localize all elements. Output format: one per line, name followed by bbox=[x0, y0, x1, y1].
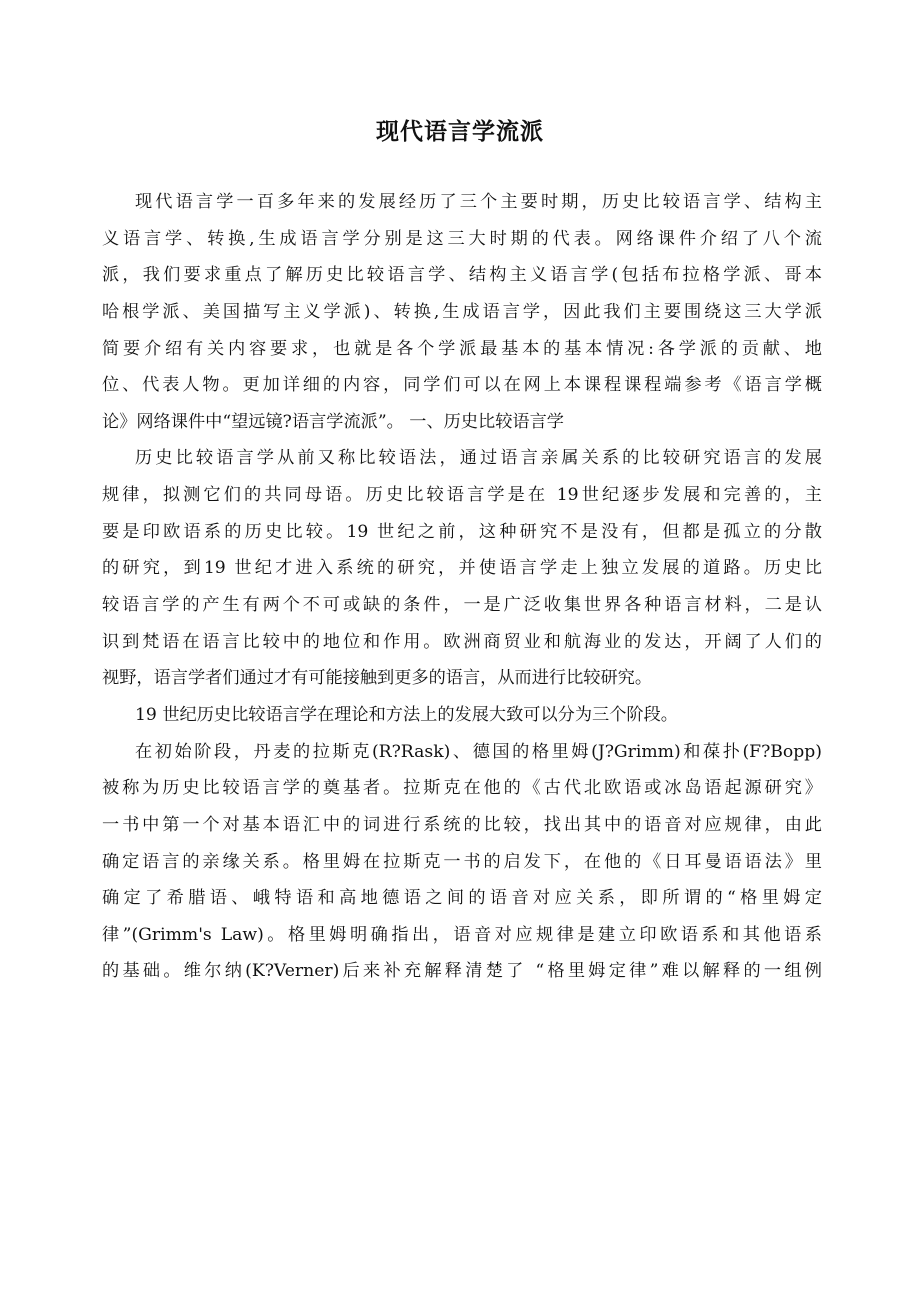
page-title: 现代语言学流派 bbox=[376, 119, 544, 145]
text-line: 律”(Grimm's Law)。格里姆明确指出，语音对应规律是建立印欧语系和其他语系 bbox=[102, 924, 822, 945]
text-line: 较语言学的产生有两个不可或缺的条件，一是广泛收集世界各种语言材料，二是认 bbox=[102, 595, 822, 616]
text-line: 一书中第一个对基本语汇中的词进行系统的比较，找出其中的语音对应规律，由此 bbox=[102, 814, 822, 835]
text-line: 在初始阶段，丹麦的拉斯克(R?Rask)、德国的格里姆(J?Grimm)和葆扑(F?Bopp) bbox=[135, 741, 822, 762]
document-body bbox=[102, 184, 822, 990]
text-line: 论》网络课件中“望远镜?语言学流派”。 一、历史比较语言学 bbox=[102, 411, 564, 432]
text-line: 历史比较语言学从前又称比较语法，通过语言亲属关系的比较研究语言的发展 bbox=[135, 448, 822, 469]
text-line: 被称为历史比较语言学的奠基者。拉斯克在他的《古代北欧语或冰岛语起源研究》 bbox=[102, 778, 822, 799]
text-line: 位、代表人物。更加详细的内容，同学们可以在网上本课程课程端参考《语言学概 bbox=[102, 375, 822, 396]
text-line: 确定语言的亲缘关系。格里姆在拉斯克一书的启发下，在他的《日耳曼语语法》里 bbox=[102, 851, 822, 872]
text-line: 义语言学、转换,生成语言学分别是这三大时期的代表。网络课件介绍了八个流 bbox=[102, 228, 822, 249]
text-line: 识到梵语在语言比较中的地位和作用。欧洲商贸业和航海业的发达，开阔了人们的 bbox=[102, 631, 822, 652]
text-line: 规律，拟测它们的共同母语。历史比较语言学是在 19世纪逐步发展和完善的，主 bbox=[102, 485, 822, 506]
text-line: 19 世纪历史比较语言学在理论和方法上的发展大致可以分为三个阶段。 bbox=[135, 704, 678, 725]
text-line: 简要介绍有关内容要求，也就是各个学派最基本的基本情况:各学派的贡献、地 bbox=[102, 338, 822, 359]
text-line: 哈根学派、美国描写主义学派)、转换,生成语言学，因此我们主要围绕这三大学派 bbox=[102, 301, 822, 322]
text-line: 要是印欧语系的历史比较。19 世纪之前，这种研究不是没有，但都是孤立的分散 bbox=[102, 521, 822, 542]
text-line: 派，我们要求重点了解历史比较语言学、结构主义语言学(包括布拉格学派、哥本 bbox=[102, 265, 822, 286]
text-line: 现代语言学一百多年来的发展经历了三个主要时期，历史比较语言学、结构主 bbox=[135, 192, 822, 212]
text-line: 确定了希腊语、峨特语和高地德语之间的语音对应关系，即所谓的“格里姆定 bbox=[102, 888, 822, 909]
text-line: 视野，语言学者们通过才有可能接触到更多的语言，从而进行比较研究。 bbox=[102, 668, 653, 689]
text-line: 的基础。维尔纳(K?Verner)后来补充解释清楚了 “格里姆定律”难以解释的一组例 bbox=[102, 961, 822, 982]
text-line: 的研究，到19 世纪才进入系统的研究，并使语言学走上独立发展的道路。历史比 bbox=[102, 558, 822, 579]
